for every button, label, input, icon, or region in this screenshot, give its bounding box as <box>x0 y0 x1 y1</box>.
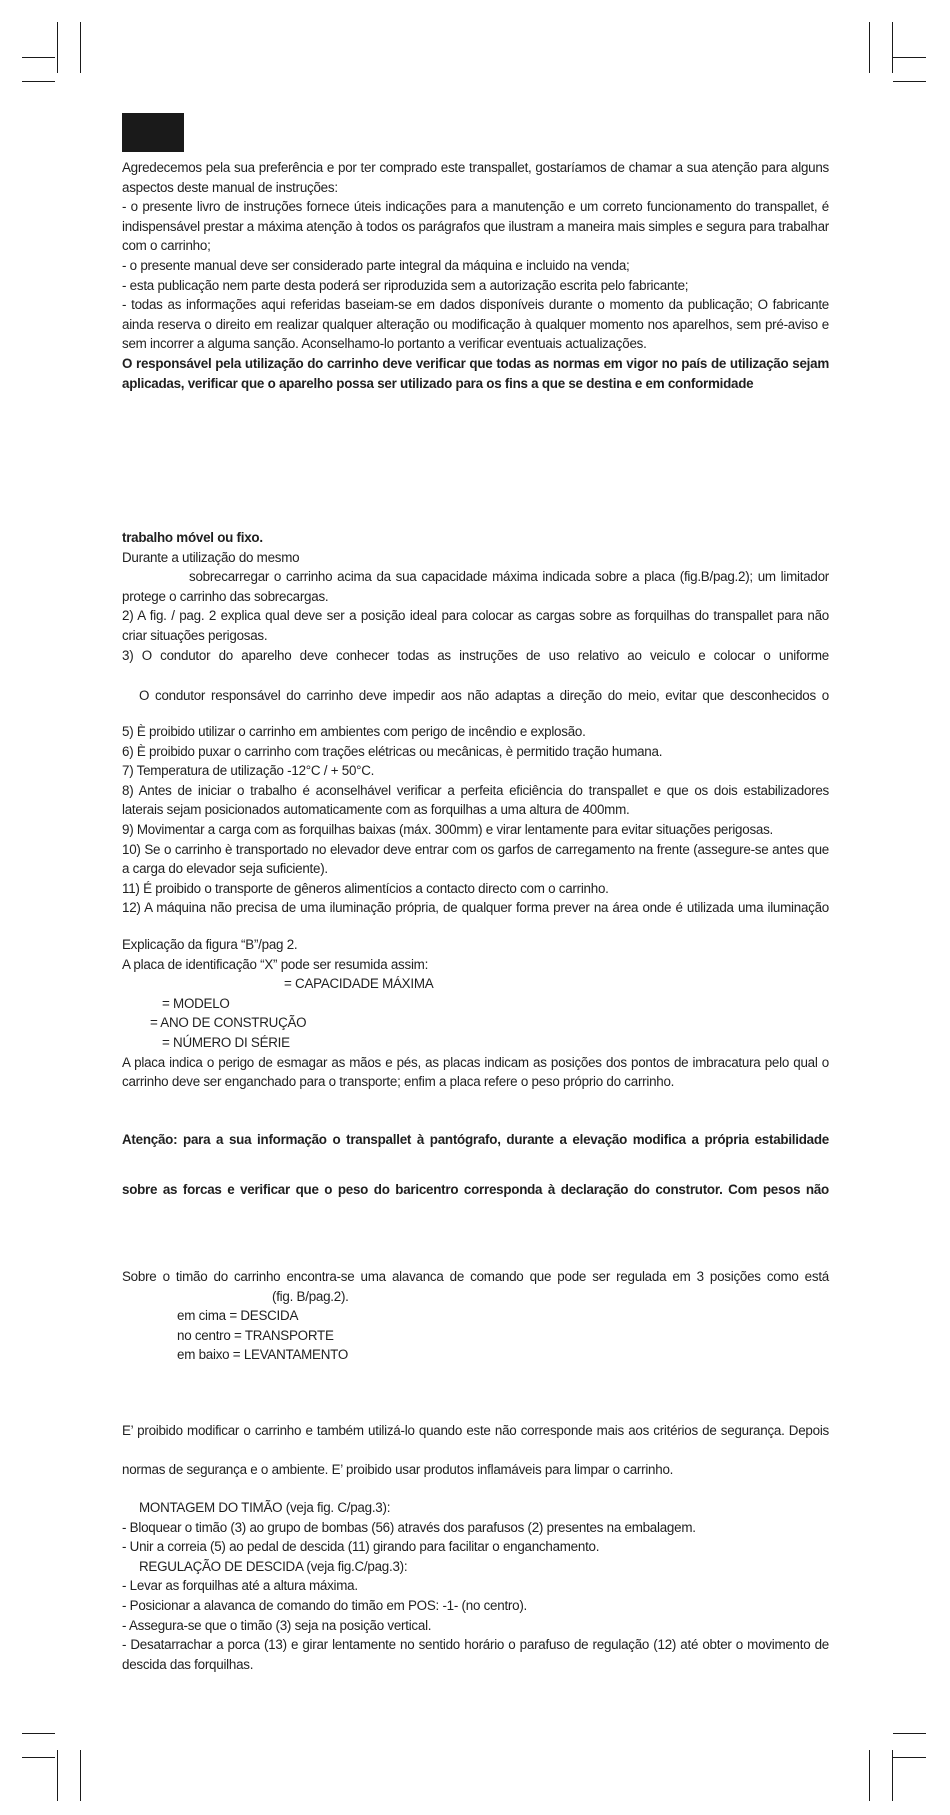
attention-line-2 <box>122 1180 829 1200</box>
safety-bold-end: trabalho móvel ou fixo. <box>122 530 263 545</box>
prohibit-line-2 <box>122 1460 829 1480</box>
figure-section <box>122 935 829 1092</box>
plate-model: = MODELO <box>162 995 230 1011</box>
descent-title: REGULAÇÃO DE DESCIDA (veja fig.C/pag.3): <box>139 1558 408 1574</box>
lever-mid: no centro = TRANSPORTE <box>177 1327 334 1343</box>
descent-step: - Posicionar a alavanca de comando do timão em POS: -1- (no centro). <box>122 1597 528 1613</box>
crop-mark <box>80 1750 81 1801</box>
lever-intro: Sobre o timão do carrinho encontra-se uma alavanca de comando que pode ser regulada em 3 posições como está <box>122 1269 829 1284</box>
crop-mark <box>893 1733 926 1734</box>
safety-section <box>122 528 829 665</box>
assembly-step: - Bloquear o timão (3) ao grupo de bombas (56) através dos parafusos (2) presentes na embalagem. <box>122 1519 696 1535</box>
plate-intro: A placa de identificação “X” pode ser resumida assim: <box>122 956 429 972</box>
crop-mark <box>57 22 58 73</box>
safety-rule-8: 8) Antes de iniciar o trabalho é aconselhável verificar a perfeita eficiência do transpallet e que os dois estabilizadores laterais sejam posicionados automaticamente com as forquilhas a uma altura de 400mm. <box>122 782 829 818</box>
lever-down: em baixo = LEVANTAMENTO <box>177 1347 348 1363</box>
crop-mark <box>893 57 926 58</box>
assembly-step: - Unir a correia (5) ao pedal de descida (11) girando para facilitar o enganchamento. <box>122 1539 600 1555</box>
safety-rule-9: 9) Movimentar a carga com as forquilhas baixas (máx. 300mm) e virar lentamente para evitar situações perigosas. <box>122 821 774 837</box>
crop-mark <box>22 81 55 82</box>
safety-rule-6: 6) È proibido puxar o carrinho com trações elétricas ou mecânicas, è permitido tração humana. <box>122 743 663 759</box>
prohibit-text: E’ proibido modificar o carrinho e também utilizá-lo quando este não corresponde mais aos critérios de segurança. Depois <box>122 1423 829 1438</box>
assembly-title: MONTAGEM DO TIMÃO (veja fig. C/pag.3): <box>139 1500 391 1515</box>
crop-mark <box>22 57 55 58</box>
safety-rule-3: 3) O condutor do aparelho deve conhecer todas as instruções de uso relativo ao veiculo e colocar o uniforme <box>122 647 829 663</box>
attention-text: Atenção: para a sua informação o transpallet à pantógrafo, durante a elevação modifica a própria estabilidade <box>122 1132 829 1147</box>
language-tab <box>122 113 184 152</box>
descent-step: - Assegura-se que o timão (3) seja na posição vertical. <box>122 1617 432 1633</box>
crop-mark <box>22 1757 55 1758</box>
intro-bullet: - esta publicação nem parte desta poderá ser riproduzida sem a autorização escrita pelo fabricante; <box>122 277 689 293</box>
responsibility-note: O responsável pela utilização do carrinho deve verificar que todas as normas em vigor no país de utilização sejam aplicadas, verificar que o aparelho possa ser utilizado para os fins a que se destina e em conformidade <box>122 355 829 391</box>
safety-rules-continued <box>122 722 829 918</box>
safety-rule-4: O condutor responsável do carrinho deve impedir aos não adaptas a direção do meio, evitar que desconhecidos o <box>139 688 829 703</box>
crop-mark <box>893 81 926 82</box>
safety-rule-1: sobrecarregar o carrinho acima da sua capacidade máxima indicada sobre a placa (fig.B/pag.2); um limitador protege o carrinho das sobrecargas. <box>122 569 829 604</box>
crop-mark <box>893 1757 926 1758</box>
crop-mark <box>892 22 893 73</box>
safety-rule-5: 5) È proibido utilizar o carrinho em ambientes com perigo de incêndio e explosão. <box>122 724 586 739</box>
plate-capacity: = CAPACIDADE MÁXIMA <box>284 976 434 992</box>
plate-description: A placa indica o perigo de esmagar as mãos e pés, as placas indicam as posições dos pontos de imbracatura pelo qual o carrinho deve ser enganchado para o transporte; enfim a placa refere o peso próprio do carrinho. <box>122 1054 829 1090</box>
safety-rule-10: 10) Se o carrinho è transportado no elevador deve entrar com os garfos de carregamento na frente (assegure-se antes que a carga do elevador seja suficiente). <box>122 841 829 877</box>
lever-up: em cima = DESCIDA <box>177 1308 299 1324</box>
crop-mark <box>869 1750 870 1801</box>
prohibit-line-1 <box>122 1421 829 1441</box>
safety-rule-11: 11) É proibido o transporte de gêneros alimentícios a contacto directo com o carrinho. <box>122 880 609 896</box>
descent-step: - Levar as forquilhas até a altura máxima. <box>122 1578 358 1594</box>
attention-line-1 <box>122 1130 829 1150</box>
plate-year: = ANO DE CONSTRUÇÃO <box>150 1015 307 1031</box>
attention-text: sobre as forcas e verificar que o peso do baricentro corresponda à declaração do construtor. Com pesos não <box>122 1182 829 1197</box>
lever-fig-ref: (fig. B/pag.2). <box>272 1288 349 1304</box>
safety-rule-2: 2) A fig. / pag. 2 explica qual deve ser a posição ideal para colocar as cargas sobre as forquilhas do transpallet para não criar situações perigosas. <box>122 608 829 643</box>
prohibit-text: normas de segurança e o ambiente. E’ proibido usar produtos inflamáveis para limpar o carrinho. <box>122 1462 674 1477</box>
safety-rule-7: 7) Temperatura de utilização -12°C / + 50°C. <box>122 763 375 779</box>
intro-bullet: - todas as informações aqui referidas baseiam-se em dados disponíveis durante o momento da publicação; O fabricante ainda reserva o direito em realizar qualquer alteração ou modificação à qualquer momento nos aparelhos, sem pré-aviso e sem incorrer a alguma sanção. Aconselhamo-lo portanto a verificar eventuais actualizações. <box>122 297 829 352</box>
plate-serial: = NÚMERO DI SÉRIE <box>162 1034 290 1050</box>
intro-paragraph: Agredecemos pela sua preferência e por ter comprado este transpallet, gostaríamos de chamar a sua atenção para alguns aspectos deste manual de instruções: <box>122 160 829 195</box>
safety-rule-12: 12) A máquina não precisa de uma iluminação própria, de qualquer forma prever na área onde é utilizada uma iluminação <box>122 900 829 916</box>
crop-mark <box>22 1733 55 1734</box>
crop-mark <box>57 1750 58 1801</box>
crop-mark <box>80 22 81 73</box>
intro-section <box>122 158 829 393</box>
safety-intro: Durante a utilização do mesmo <box>122 549 300 565</box>
assembly-section <box>122 1498 829 1674</box>
safety-rule-4-block <box>122 686 829 706</box>
intro-bullet: - o presente livro de instruções fornece úteis indicações para a manutenção e um correto funcionamento do transpallet, é indispensável prestar a máxima atenção à todos os parágrafos que ilustram a maneira mais simples e segura para trabalhar com o carrinho; <box>122 199 829 254</box>
crop-mark <box>869 22 870 73</box>
lever-section <box>122 1267 829 1365</box>
figure-title: Explicação da figura “B”/pag 2. <box>122 937 298 952</box>
descent-step: - Desatarrachar a porca (13) e girar lentamente no sentido horário o parafuso de regulação (12) até obter o movimento de descida das forquilhas. <box>122 1637 829 1672</box>
intro-bullet: - o presente manual deve ser considerado parte integral da máquina e incluido na venda; <box>122 257 630 273</box>
